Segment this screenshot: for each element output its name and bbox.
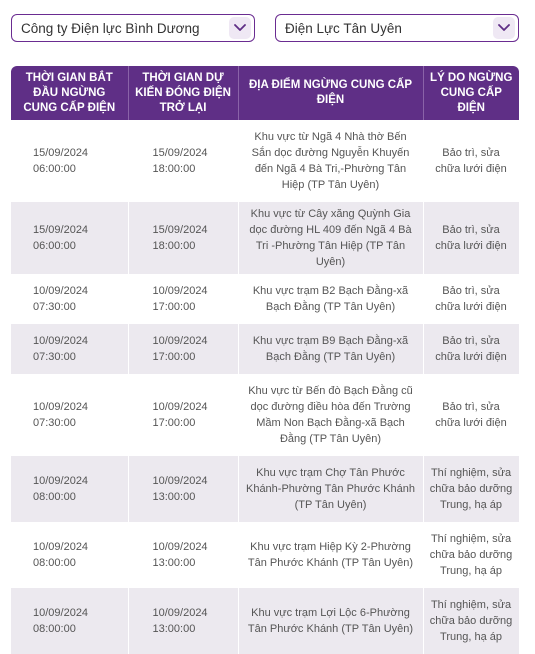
end-time: 18:00:00 <box>152 163 196 175</box>
header-end-time: THỜI GIAN DỰ KIẾN ĐÓNG ĐIỆN TRỞ LẠI <box>128 66 238 120</box>
end-cell <box>128 522 238 588</box>
end-time: 17:00:00 <box>152 301 196 313</box>
table-row <box>11 120 519 202</box>
start-time: 06:00:00 <box>33 163 76 175</box>
location-cell: Khu vực trạm Lợi Lộc 6-Phường Tân Phước Khánh (TP Tân Uyên) <box>238 588 423 654</box>
end-cell <box>128 588 238 654</box>
table-row <box>11 324 519 374</box>
end-date: 15/09/2024 <box>152 147 208 159</box>
table-row <box>11 522 519 588</box>
start-date: 10/09/2024 <box>33 475 89 487</box>
start-cell <box>11 202 128 274</box>
reason-cell: Bảo trì, sửa chữa lưới điện <box>423 374 519 456</box>
end-time: 13:00:00 <box>152 623 196 635</box>
reason-cell: Bảo trì, sửa chữa lưới điện <box>423 202 519 274</box>
start-date: 15/09/2024 <box>33 147 89 159</box>
outage-table-container <box>11 66 519 654</box>
start-cell <box>11 588 128 654</box>
location-cell: Khu vực từ Ngã 4 Nhà thờ Bến Sắn dọc đường Nguyễn Khuyến đến Ngã 4 Bà Tri,-Phường Tân Hiệp (TP Tân Uyên) <box>238 120 423 202</box>
start-cell <box>11 456 128 522</box>
location-cell: Khu vực trạm B2 Bạch Đằng-xã Bạch Đằng (TP Tân Uyên) <box>238 274 423 324</box>
filter-bar <box>0 0 535 60</box>
table-row <box>11 588 519 654</box>
end-cell <box>128 456 238 522</box>
end-date: 10/09/2024 <box>152 285 208 297</box>
end-date: 10/09/2024 <box>152 401 208 413</box>
chevron-down-icon[interactable] <box>229 17 251 39</box>
start-cell <box>11 522 128 588</box>
end-cell <box>128 374 238 456</box>
start-cell <box>11 274 128 324</box>
header-reason: LÝ DO NGỪNG CUNG CẤP ĐIỆN <box>423 66 519 120</box>
start-cell <box>11 324 128 374</box>
branch-select-value: Điện Lực Tân Uyên <box>285 20 402 36</box>
start-date: 10/09/2024 <box>33 401 89 413</box>
start-time: 08:00:00 <box>33 557 76 569</box>
table-row <box>11 374 519 456</box>
end-time: 13:00:00 <box>152 491 196 503</box>
end-date: 15/09/2024 <box>152 224 208 236</box>
start-date: 10/09/2024 <box>33 285 89 297</box>
header-location: ĐỊA ĐIỂM NGỪNG CUNG CẤP ĐIỆN <box>238 66 423 120</box>
end-cell <box>128 324 238 374</box>
end-date: 10/09/2024 <box>152 335 208 347</box>
table-row <box>11 202 519 274</box>
location-cell: Khu vực từ Cây xăng Quỳnh Gia dọc đường HL 409 đến Ngã 4 Bà Tri -Phường Tân Hiệp (TP Tân Uyên) <box>238 202 423 274</box>
reason-cell: Bảo trì, sửa chữa lưới điện <box>423 274 519 324</box>
start-date: 10/09/2024 <box>33 607 89 619</box>
start-time: 08:00:00 <box>33 623 76 635</box>
start-time: 07:30:00 <box>33 417 76 429</box>
reason-cell: Thí nghiệm, sửa chữa bảo dưỡng Trung, hạ áp <box>423 522 519 588</box>
location-cell: Khu vực từ Bến đò Bạch Đằng cũ dọc đường điều hòa đến Trường Mầm Non Bạch Đằng-xã Bạch Đằng (TP Tân Uyên) <box>238 374 423 456</box>
end-cell <box>128 274 238 324</box>
end-time: 17:00:00 <box>152 417 196 429</box>
reason-cell: Thí nghiệm, sửa chữa bảo dưỡng Trung, hạ áp <box>423 456 519 522</box>
reason-cell: Bảo trì, sửa chữa lưới điện <box>423 120 519 202</box>
chevron-down-icon[interactable] <box>493 17 515 39</box>
reason-cell: Bảo trì, sửa chữa lưới điện <box>423 324 519 374</box>
location-cell: Khu vực trạm Chợ Tân Phước Khánh-Phường Tân Phước Khánh (TP Tân Uyên) <box>238 456 423 522</box>
start-time: 06:00:00 <box>33 240 76 252</box>
start-time: 08:00:00 <box>33 491 76 503</box>
end-time: 18:00:00 <box>152 240 196 252</box>
outage-table <box>11 66 520 654</box>
start-time: 07:30:00 <box>33 301 76 313</box>
location-cell: Khu vực trạm Hiệp Kỳ 2-Phường Tân Phước Khánh (TP Tân Uyên) <box>238 522 423 588</box>
start-time: 07:30:00 <box>33 351 76 363</box>
start-cell <box>11 120 128 202</box>
end-cell <box>128 202 238 274</box>
end-date: 10/09/2024 <box>152 475 208 487</box>
end-time: 13:00:00 <box>152 557 196 569</box>
start-date: 10/09/2024 <box>33 541 89 553</box>
reason-cell: Thí nghiệm, sửa chữa bảo dưỡng Trung, hạ áp <box>423 588 519 654</box>
start-date: 10/09/2024 <box>33 335 89 347</box>
branch-select[interactable] <box>275 14 519 42</box>
company-select-value: Công ty Điện lực Bình Dương <box>21 20 200 36</box>
end-date: 10/09/2024 <box>152 541 208 553</box>
company-select[interactable] <box>11 14 255 42</box>
start-date: 15/09/2024 <box>33 224 89 236</box>
end-cell <box>128 120 238 202</box>
location-cell: Khu vực trạm B9 Bạch Đằng-xã Bạch Đằng (TP Tân Uyên) <box>238 324 423 374</box>
table-header-row <box>11 66 519 120</box>
end-date: 10/09/2024 <box>152 607 208 619</box>
table-row <box>11 456 519 522</box>
end-time: 17:00:00 <box>152 351 196 363</box>
header-start-time: THỜI GIAN BẮT ĐẦU NGỪNG CUNG CẤP ĐIỆN <box>11 66 128 120</box>
table-row <box>11 274 519 324</box>
start-cell <box>11 374 128 456</box>
